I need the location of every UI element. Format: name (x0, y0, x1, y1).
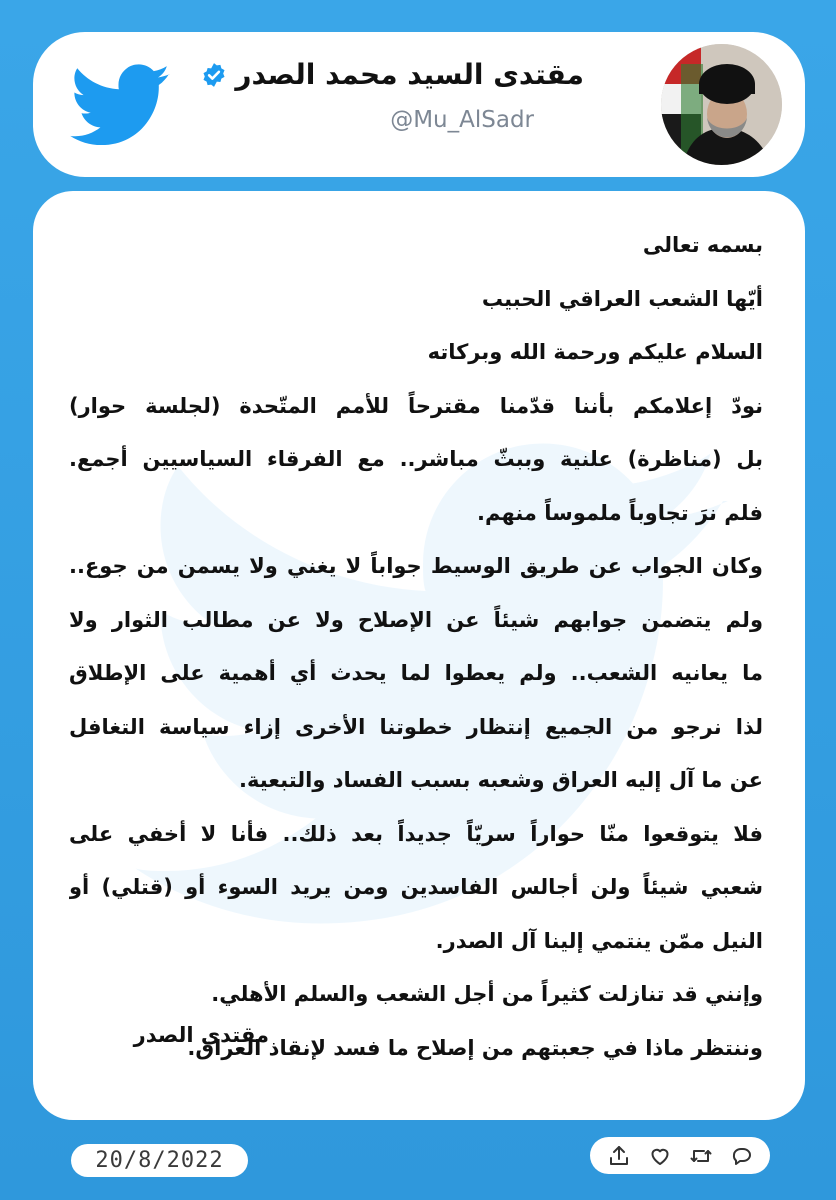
share-icon (607, 1144, 631, 1168)
tweet-line: النيل ممّن ينتمي إلينا آل الصدر. (435, 928, 763, 953)
retweet-icon (689, 1144, 713, 1168)
tweet-line: بل (مناظرة) علنية وببثّ مباشر.. مع الفرقاء السياسيين أجمع. (69, 447, 763, 471)
avatar[interactable] (661, 44, 782, 165)
tweet-line: وكان الجواب عن طريق الوسيط جواباً لا يغني ولا يسمن من جوع.. (69, 554, 763, 578)
share-button[interactable] (605, 1142, 633, 1170)
tweet-line: عن ما آل إليه العراق وشعبه بسبب الفساد والتبعية. (239, 768, 763, 792)
tweet-line: نودّ إعلامكم بأننا قدّمنا مقترحاً للأمم المتّحدة (لجلسة حوار) (69, 393, 763, 418)
reply-button[interactable] (728, 1142, 756, 1170)
like-button[interactable] (646, 1142, 674, 1170)
reply-icon (730, 1144, 754, 1168)
tweet-line: ولم يتضمن جوابهم شيئاً عن الإصلاح ولا عن مطالب الثوار ولا (69, 607, 763, 632)
tweet-line: السلام عليكم ورحمة الله وبركاته (427, 340, 763, 364)
display-name-row (201, 58, 584, 91)
tweet-text (69, 219, 763, 1075)
signature: مقتدى الصدر (133, 1023, 269, 1047)
tweet-body-card (33, 191, 805, 1120)
profile-photo (661, 44, 782, 165)
user-handle[interactable]: @Mu_AlSadr (390, 107, 534, 133)
tweet-line: أيّها الشعب العراقي الحبيب (481, 286, 763, 311)
twitter-bird-icon (70, 64, 172, 148)
tweet-actions (590, 1137, 770, 1174)
tweet-line: فلم نرَ تجاوباً ملموساً منهم. (477, 500, 763, 525)
retweet-button[interactable] (687, 1142, 715, 1170)
tweet-line: وننتظر ماذا في جعبتهم من إصلاح ما فسد لإنقاذ العراق. (187, 1035, 763, 1060)
verified-badge-icon (201, 62, 227, 88)
tweet-line: لذا نرجو من الجميع إنتظار خطوتنا الأخرى إزاء سياسة التغافل (69, 714, 763, 739)
tweet-line: ما يعانيه الشعب.. ولم يعطوا لما يحدث أي أهمية على الإطلاق (69, 661, 763, 685)
tweet-line: بسمه تعالى (642, 233, 763, 257)
tweet-line: وإنني قد تنازلت كثيراً من أجل الشعب والسلم الأهلي. (211, 982, 763, 1006)
user-info (201, 58, 584, 133)
like-icon (648, 1144, 672, 1168)
tweet-line: شعبي شيئاً ولن أجالس الفاسدين ومن يريد السوء أو (قتلي) أو (69, 875, 763, 899)
display-name[interactable]: مقتدى السيد محمد الصدر (235, 58, 584, 91)
tweet-date: 20/8/2022 (71, 1144, 248, 1177)
tweet-line: فلا يتوقعوا منّا حواراً سريّاً جديداً بعد ذلك.. فأنا لا أخفي على (69, 821, 763, 846)
